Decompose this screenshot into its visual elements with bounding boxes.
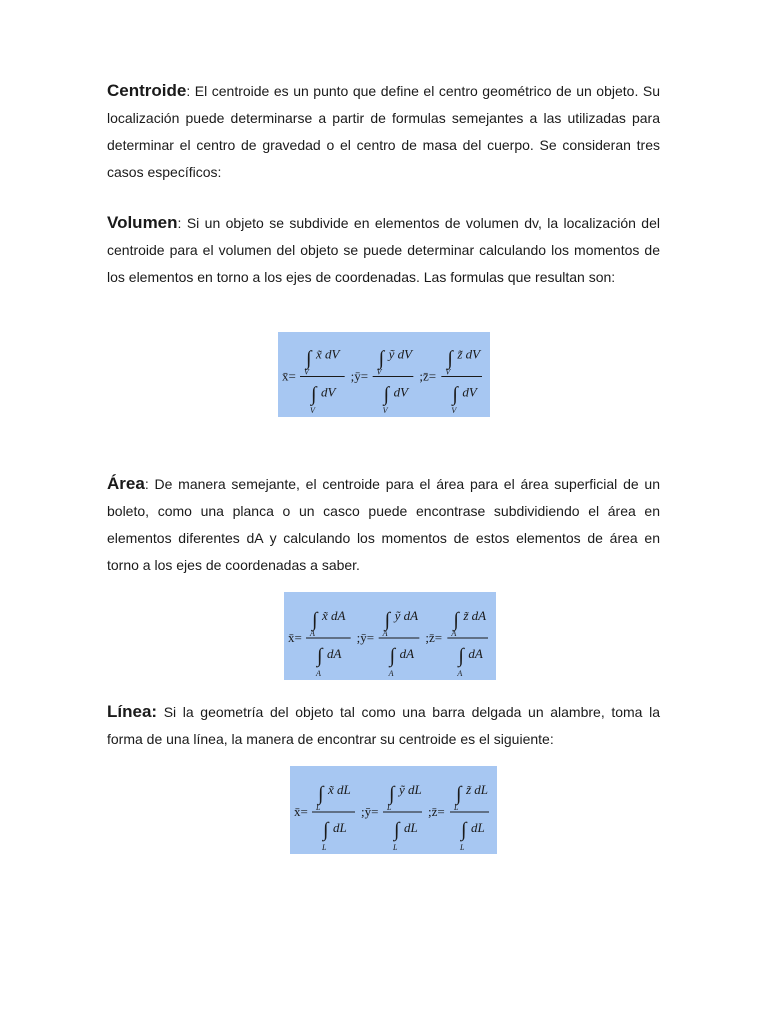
integral-num-2: ∫ xyxy=(453,609,459,631)
integrand-num-2: z̃ dA xyxy=(463,608,487,623)
integrand-den-2: dV xyxy=(462,384,477,400)
volumen-text: : Si un objeto se subdivide en elementos de volumen dv, la localización del centroide para el volumen del objeto se puede determinar calculando los momentos de los elementos en torno a los ejes de coordenadas. Las formulas que resultan son: xyxy=(107,215,660,285)
integrand-den-0: dA xyxy=(327,646,342,661)
domain-num-1: A xyxy=(382,629,388,638)
integral-num-0: ∫ xyxy=(318,783,324,805)
integral-den-0: ∫ xyxy=(323,819,329,841)
integral-den-1: ∫ xyxy=(389,645,396,667)
centroid-lhs-1: ;ȳ= xyxy=(356,630,375,645)
integral-den-1: ∫ xyxy=(383,383,390,406)
domain-num-1: L xyxy=(387,803,392,812)
domain-den-1: A xyxy=(388,669,394,678)
centroid-lhs-0: x̄= xyxy=(288,630,302,645)
integrand-den-1: dV xyxy=(393,384,409,400)
centroid-lhs-1: ;ȳ= xyxy=(350,368,369,384)
centroid-lhs-2: ;z̄= xyxy=(425,630,443,645)
domain-den-0: L xyxy=(322,843,327,852)
linea-text: Si la geometría del objeto tal como una barra delgada un alambre, toma la forma de una línea, la manera de encontrar su centroide es el siguiente: xyxy=(107,704,660,747)
integrand-num-2: z̃ dV xyxy=(457,346,481,362)
integral-num-1: ∫ xyxy=(378,347,385,370)
integral-num-2: ∫ xyxy=(447,347,453,370)
integrand-den-0: dV xyxy=(321,384,336,400)
domain-den-1: V xyxy=(382,406,388,415)
centroid-lhs-2: ;z̄= xyxy=(419,368,437,384)
integrand-num-0: x̃ dL xyxy=(328,782,351,797)
integral-den-2: ∫ xyxy=(458,645,464,667)
integrand-den-2: dL xyxy=(471,820,485,835)
integrand-den-0: dL xyxy=(333,820,347,835)
domain-num-2: A xyxy=(451,629,457,638)
integral-den-0: ∫ xyxy=(311,383,317,406)
integrand-num-1: ỹ dA xyxy=(394,608,419,623)
integral-den-2: ∫ xyxy=(461,819,467,841)
integrand-num-1: ỹ dV xyxy=(388,346,413,362)
domain-num-1: V xyxy=(376,367,382,377)
domain-num-2: L xyxy=(454,803,459,812)
area-heading: Área xyxy=(107,474,145,493)
integrand-den-1: dA xyxy=(399,646,415,661)
linea-heading: Línea: xyxy=(107,702,158,721)
line-centroid-formula xyxy=(290,766,497,854)
centroid-lhs-1: ;ȳ= xyxy=(361,804,379,819)
volumen-paragraph xyxy=(107,209,660,291)
integral-num-0: ∫ xyxy=(306,347,312,370)
linea-paragraph xyxy=(107,698,660,753)
volume-centroid-formula xyxy=(278,332,490,417)
centroide-heading: Centroide xyxy=(107,81,187,100)
domain-num-0: V xyxy=(304,367,309,377)
area-paragraph xyxy=(107,470,660,579)
domain-den-0: V xyxy=(310,406,315,415)
area-centroid-formula xyxy=(284,592,496,680)
integral-num-1: ∫ xyxy=(389,783,395,805)
integral-den-0: ∫ xyxy=(317,645,323,667)
integral-num-0: ∫ xyxy=(312,609,318,631)
domain-num-0: A xyxy=(310,629,315,638)
domain-den-1: L xyxy=(393,843,398,852)
domain-den-0: A xyxy=(316,669,321,678)
volumen-heading: Volumen xyxy=(107,213,178,232)
centroide-paragraph xyxy=(107,77,660,186)
integral-den-2: ∫ xyxy=(452,383,458,406)
integrand-num-0: x̃ dA xyxy=(322,608,346,623)
centroid-lhs-0: x̄= xyxy=(282,368,296,384)
domain-den-2: L xyxy=(460,843,465,852)
centroid-lhs-2: ;z̄= xyxy=(428,804,445,819)
centroide-text: : El centroide es un punto que define el centro geométrico de un objeto. Su localización puede determinarse a partir de formulas semejantes a las utilizadas para determinar el centro de gravedad o el centro de masa del cuerpo. Se consideran tres casos específicos: xyxy=(107,83,660,180)
centroid-lhs-0: x̄= xyxy=(294,804,308,819)
integrand-num-2: z̃ dL xyxy=(466,782,489,797)
integrand-den-1: dL xyxy=(404,820,418,835)
integral-num-1: ∫ xyxy=(384,609,391,631)
integrand-den-2: dA xyxy=(468,646,483,661)
integrand-num-1: ỹ dL xyxy=(399,782,422,797)
domain-num-0: L xyxy=(316,803,321,812)
integrand-num-0: x̃ dV xyxy=(316,346,340,362)
domain-den-2: V xyxy=(451,406,457,415)
domain-num-2: V xyxy=(445,367,451,377)
area-text: : De manera semejante, el centroide para el área para el área superficial de un boleto, como una planca o un casco puede encontrase subdividiendo el área en elementos diferentes dA y calculando los momentos de estos elementos de área en torno a los ejes de coordenadas a saber. xyxy=(107,476,660,573)
integral-den-1: ∫ xyxy=(394,819,400,841)
domain-den-2: A xyxy=(457,669,463,678)
integral-num-2: ∫ xyxy=(456,783,462,805)
